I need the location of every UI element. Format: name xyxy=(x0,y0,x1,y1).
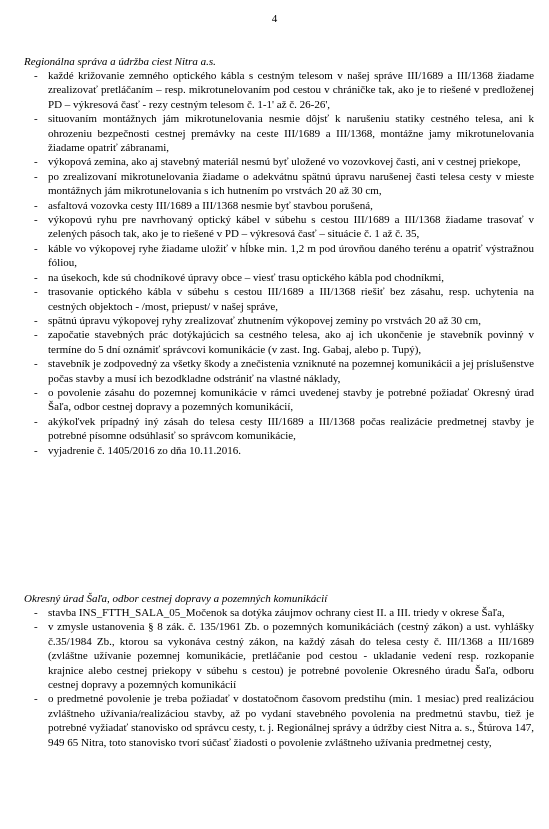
list-item: - na úsekoch, kde sú chodníkové úpravy obce – viesť trasu optického kábla pod chodníkmi, xyxy=(24,271,534,285)
section-regional-road-administration xyxy=(24,55,534,458)
list-item: - spätnú úpravu výkopovej ryhy zrealizovať zhutnením výkopovej zeminy po vrstvách 20 až 30 cm, xyxy=(24,314,534,328)
requirements-list xyxy=(24,69,534,458)
list-item: - o predmetné povolenie je treba požiadať v dostatočnom časovom predstihu (min. 1 mesiac) pred realizáciou zvláštneho užívania/realizáciou stavby, až po vydaní stavebného povolenia na predmetnú stavbu, tiež je potrebné vyžiadať stanovisko od správcu cesty, t. j. Regionálnej správy a údržby ciest Nitra a. s., Štúrova 147, 949 65 Nitra, toto stanovisko tvorí súčasť žiadosti o povolenie zvláštneho užívania predmetnej cesty, xyxy=(24,692,534,750)
list-item: - výkopovú ryhu pre navrhovaný optický kábel v súbehu s cestou III/1689 a III/1368 žiadame trasovať v zelených pásoch tak, ako je to riešené v PD – výkresová časť – situácie č. 1 až č. 35, xyxy=(24,213,534,242)
requirements-list xyxy=(24,606,534,750)
section-district-office-sala xyxy=(24,592,534,750)
list-item: - trasovanie optického kábla v súbehu s cestou III/1689 a III/1368 riešiť bez zásahu, resp. uchytenia na cestných objektoch - /most, priepust/ v našej správe, xyxy=(24,285,534,314)
section-title: Regionálna správa a údržba ciest Nitra a.s. xyxy=(24,56,216,68)
list-item: - v zmysle ustanovenia § 8 zák. č. 135/1961 Zb. o pozemných komunikáciách (cestný zákon) a ust. vyhlášky č.35/1984 Zb., ktorou sa vykonáva cestný zákon, na každý zásah do telesa cesty č. III/1368 a III/1689 (zvláštne užívanie pozemnej komunikácie, pretláčanie pod cestou - ukladanie vedení resp. rozkopanie krajnice alebo cestnej priekopy v súbehu s cestou) je potrebné povolenie Okresného úradu Šaľa, odboru cestnej dopravy a pozemných komunikácií xyxy=(24,620,534,692)
list-item: - započatie stavebných prác dotýkajúcich sa cestného telesa, ako aj ich ukončenie je stavebník povinný v termíne do 5 dní oznámiť správcovi komunikácie (v zast. Ing. Gabaj, alebo p. Tupý), xyxy=(24,328,534,357)
list-item: - vyjadrenie č. 1405/2016 zo dňa 10.11.2016. xyxy=(24,444,534,458)
list-item: - stavba INS_FTTH_SALA_05_Močenok sa dotýka záujmov ochrany ciest II. a III. triedy v okrese Šaľa, xyxy=(24,606,534,620)
list-item: - akýkoľvek prípadný iný zásah do telesa cesty III/1689 a III/1368 počas realizácie predmetnej stavby je potrebné písomne odsúhlasiť so správcom komunikácie, xyxy=(24,415,534,444)
list-item: - o povolenie zásahu do pozemnej komunikácie v rámci uvedenej stavby je potrebné požiadať Okresný úrad Šaľa, odbor cestnej dopravy a pozemných komunikácií, xyxy=(24,386,534,415)
section-title: Okresný úrad Šaľa, odbor cestnej dopravy a pozemných komunikácií xyxy=(24,593,328,605)
page-number: 4 xyxy=(271,13,278,25)
list-item: - situovaním montážnych jám mikrotunelovania nesmie dôjsť k narušeniu statiky cestného telesa, ani k ohrozeniu bezpečnosti cestnej premávky na ceste III/1689 a III/1368, montážne jamy mikrotunelovania žiadame opatriť zábranami, xyxy=(24,112,534,155)
list-item: - káble vo výkopovej ryhe žiadame uložiť v hĺbke min. 1,2 m pod úrovňou daného terénu a opatriť výstražnou fóliou, xyxy=(24,242,534,271)
list-item: - po zrealizovaní mikrotunelovania žiadame o adekvátnu spätnú úpravu narušenej časti telesa cesty v mieste montážnych jám mikrotunelovania s ich hutnením po vrstvách 20 až 30 cm, xyxy=(24,170,534,199)
list-item: - každé križovanie zemného optického kábla s cestným telesom v našej správe III/1689 a III/1368 žiadame zrealizovať pretláčaním – resp. mikrotunelovaním pod cestou v chráničke tak, ako je to riešené v predloženej PD – výkresová časť - rezy cestným telesom č. 1-1' až č. 26-26', xyxy=(24,69,534,112)
list-item: - výkopová zemina, ako aj stavebný materiál nesmú byť uložené vo vozovkovej časti, ani v cestnej priekope, xyxy=(24,155,534,169)
list-item: - asfaltová vozovka cesty III/1689 a III/1368 nesmie byť stavbou porušená, xyxy=(24,199,534,213)
list-item: - stavebník je zodpovedný za všetky škody a znečistenia vzniknuté na pozemnej komunikácii a jej príslušenstve počas stavby a musí ich bezodkladne odstrániť na vlastné náklady, xyxy=(24,357,534,386)
